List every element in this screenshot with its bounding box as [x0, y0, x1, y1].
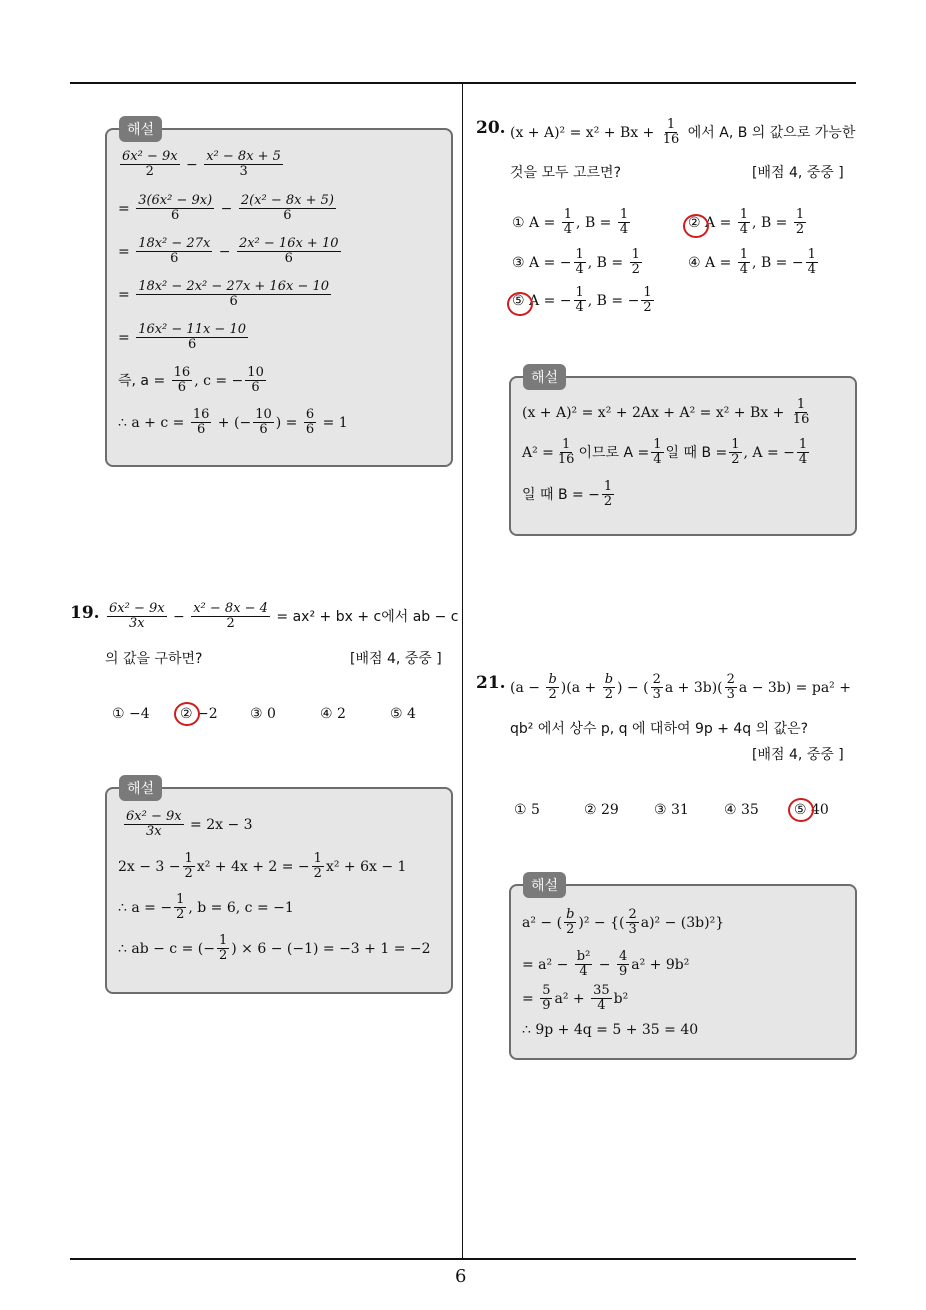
sol20-line1: (x + A)² = x² + 2Ax + A² = x² + Bx + $\frac{1}{16}$	[522, 397, 810, 428]
sol18-line2: = $\frac{\text{3(6x² − 9x)}}{6}$ − $\frac{\text{2(x² − 8x + 5)}}{6}$	[118, 193, 334, 224]
sol21-line1: a² − ( $\frac{b}{2}$ )² − {( $\frac{2}{3}$ a)² − (3b)²}	[522, 907, 725, 938]
q20-answer-circle-5	[507, 292, 533, 316]
q20-option-2[interactable]: ② A = $\frac{1}{4}$ , B = $\frac{1}{2}$	[688, 207, 805, 238]
q21-number: 21.	[476, 673, 506, 693]
q21-option-2[interactable]: ② 29	[584, 802, 619, 818]
q19-number: 19.	[70, 603, 100, 623]
q21-option-5[interactable]: ⑤ 40	[794, 802, 829, 818]
q20-score: [배점 4, 중중 ]	[752, 165, 844, 181]
solution-18-tag: 해설	[119, 116, 162, 142]
sol18-line3: = $\frac{\text{18x² − 27x}}{6}$ − $\frac{\text{2x² − 16x + 10}}{6}$	[118, 236, 339, 267]
sol18-line7: ∴ a + c = $\frac{16}{6}$ + (− $\frac{10}{6}$ ) = $\frac{6}{6}$ = 1	[118, 407, 348, 438]
q19-option-5[interactable]: ⑤ 4	[390, 706, 416, 722]
q19-option-4[interactable]: ④ 2	[320, 706, 346, 722]
top-rule	[70, 82, 856, 84]
q21-text-line1: (a − $\frac{b}{2}$ )(a + $\frac{b}{2}$ ) − ( $\frac{2}{3}$ a + 3b)( $\frac{2}{3}$ a − 3b) = pa² +	[510, 672, 851, 703]
q19-text-line2: 의 값을 구하면?	[105, 651, 203, 667]
q20-answer-circle-2	[683, 214, 709, 238]
q20-text-line2: 것을 모두 고르면?	[510, 165, 621, 181]
q20-text-line1: (x + A)² = x² + Bx + $\frac{1}{16}$ 에서 A, B 의 값으로 가능한	[510, 117, 856, 148]
q20-option-1[interactable]: ① A = $\frac{1}{4}$ , B = $\frac{1}{4}$	[512, 207, 629, 238]
q20-number: 20.	[476, 118, 506, 138]
q20-option-4[interactable]: ④ A = $\frac{1}{4}$ , B = − $\frac{1}{4}$	[688, 247, 816, 278]
q21-option-4[interactable]: ④ 35	[724, 802, 759, 818]
q19-option-1[interactable]: ① −4	[112, 706, 150, 722]
sol21-line2: = a² − $\frac{\text{b²}}{4}$ − $\frac{4}{9}$ a² + 9b²	[522, 949, 690, 980]
solution-21-tag: 해설	[523, 872, 566, 898]
sol19-line1: $\frac{\text{6x² − 9x}}{3x}$ = 2x − 3	[126, 809, 253, 840]
solution-20-tag: 해설	[523, 364, 566, 390]
sol18-line4: = $\frac{\text{18x² − 2x² − 27x + 16x − 10}}{6}$	[118, 279, 330, 310]
sol18-line5: = $\frac{\text{16x² − 11x − 10}}{6}$	[118, 322, 247, 353]
sol21-line4: ∴ 9p + 4q = 5 + 35 = 40	[522, 1022, 699, 1038]
column-divider	[462, 84, 463, 1259]
q19-option-3[interactable]: ③ 0	[250, 706, 276, 722]
sol20-line3: 일 때 B = − $\frac{1}{2}$	[522, 479, 613, 510]
q21-text-line2: qb² 에서 상수 p, q 에 대하여 9p + 4q 의 값은?	[510, 721, 809, 737]
q21-option-3[interactable]: ③ 31	[654, 802, 689, 818]
sol21-line3: = $\frac{5}{9}$ a² + $\frac{35}{4}$ b²	[522, 983, 629, 1014]
page-number: 6	[455, 1266, 467, 1287]
q21-score: [배점 4, 중중 ]	[752, 747, 844, 763]
sol19-line4: ∴ ab − c = (− $\frac{1}{2}$ ) × 6 − (−1) = −3 + 1 = −2	[118, 933, 431, 964]
sol20-line2: A² = $\frac{1}{16}$ 이므로 A = $\frac{1}{4}$ 일 때 B = $\frac{1}{2}$ , A = − $\frac{1}{4}$	[522, 437, 808, 468]
q19-text-line1: $\frac{\text{6x² − 9x}}{3x}$ − $\frac{\text{x² − 8x − 4}}{2}$ = ax² + bx + c에서 ab − c	[109, 601, 459, 632]
q21-answer-circle	[788, 798, 814, 822]
sol19-line3: ∴ a = − $\frac{1}{2}$ , b = 6, c = −1	[118, 892, 294, 923]
q21-option-1[interactable]: ① 5	[514, 802, 540, 818]
q20-option-5[interactable]: ⑤ A = − $\frac{1}{4}$ , B = − $\frac{1}{2}$	[512, 285, 652, 316]
q19-option-2[interactable]: ② −2	[180, 706, 218, 722]
q19-score: [배점 4, 중중 ]	[350, 651, 442, 667]
q20-option-3[interactable]: ③ A = − $\frac{1}{4}$ , B = $\frac{1}{2}$	[512, 247, 640, 278]
solution-19-tag: 해설	[119, 775, 162, 801]
sol18-line1: $\frac{\text{6x² − 9x}}{2}$ − $\frac{\text{x² − 8x + 5}}{3}$	[122, 149, 281, 180]
q19-answer-circle	[174, 702, 200, 726]
sol19-line2: 2x − 3 − $\frac{1}{2}$ x² + 4x + 2 = − $\frac{1}{2}$ x² + 6x − 1	[118, 851, 407, 882]
sol18-line6: 즉, a = $\frac{16}{6}$ , c = − $\frac{10}{6}$	[118, 365, 264, 396]
bottom-rule	[70, 1258, 856, 1260]
